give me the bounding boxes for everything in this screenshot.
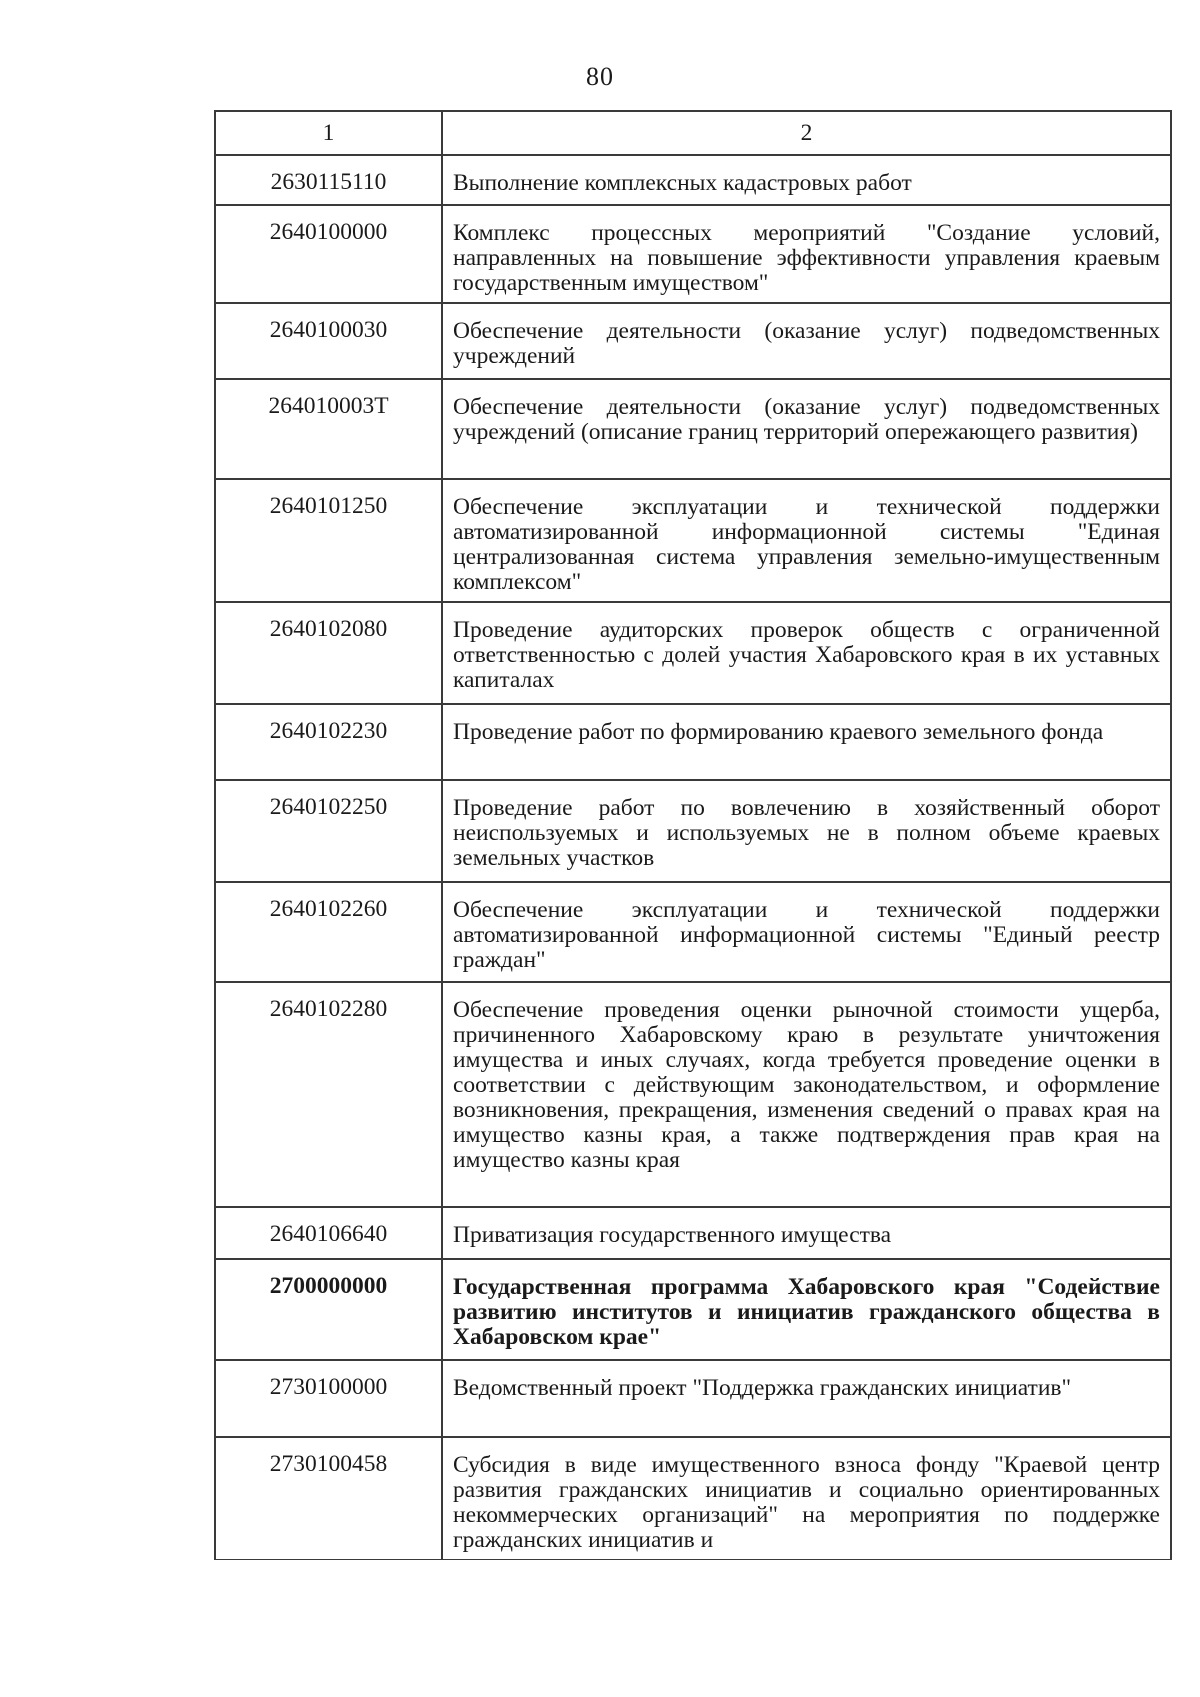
row-code: 2640102230 bbox=[215, 704, 442, 780]
row-description: Обеспечение проведения оценки рыночной стоимости ущерба, причиненного Хабаровскому краю в результате уничтожения имущества и иных случаях, когда требуется проведение оценки в соответствии с действующим законодательством, и оформление возникновения, прекращения, изменения сведений о правах края на имущество казны края, а также подтверждения прав края на имущество казны края bbox=[442, 982, 1171, 1207]
row-code: 2640102260 bbox=[215, 882, 442, 982]
row-code: 2730100458 bbox=[215, 1437, 442, 1560]
column-header-description: 2 bbox=[442, 111, 1171, 155]
table-row bbox=[215, 704, 1171, 780]
table-row bbox=[215, 205, 1171, 303]
row-description: Комплекс процессных мероприятий "Создание условий, направленных на повышение эффективности управления краевым государственным имуществом" bbox=[442, 205, 1171, 303]
row-description: Ведомственный проект "Поддержка гражданских инициатив" bbox=[442, 1360, 1171, 1437]
table-row bbox=[215, 602, 1171, 704]
row-description: Субсидия в виде имущественного взноса фонду "Краевой центр развития гражданских инициатив и социально ориентированных некоммерческих организаций" на мероприятия по поддержке гражданских инициатив и bbox=[442, 1437, 1171, 1560]
row-description: Проведение работ по формированию краевого земельного фонда bbox=[442, 704, 1171, 780]
table-row bbox=[215, 780, 1171, 882]
row-description: Приватизация государственного имущества bbox=[442, 1207, 1171, 1259]
row-description: Проведение аудиторских проверок обществ с ограниченной ответственностью с долей участия Хабаровского края в их уставных капиталах bbox=[442, 602, 1171, 704]
row-code: 2640102280 bbox=[215, 982, 442, 1207]
table-row bbox=[215, 1437, 1171, 1560]
row-description: Обеспечение деятельности (оказание услуг) подведомственных учреждений bbox=[442, 303, 1171, 379]
row-code: 2640101250 bbox=[215, 479, 442, 602]
row-description: Проведение работ по вовлечению в хозяйственный оборот неиспользуемых и используемых не в полном объеме краевых земельных участков bbox=[442, 780, 1171, 882]
classification-table bbox=[214, 110, 1172, 1560]
table-row-program bbox=[215, 1259, 1171, 1360]
row-description: Обеспечение деятельности (оказание услуг) подведомственных учреждений (описание границ территорий опережающего развития) bbox=[442, 379, 1171, 479]
table-row bbox=[215, 155, 1171, 205]
table-row bbox=[215, 379, 1171, 479]
table-row bbox=[215, 882, 1171, 982]
row-code: 2640100000 bbox=[215, 205, 442, 303]
page-number: 80 bbox=[586, 62, 614, 91]
row-code: 2700000000 bbox=[215, 1259, 442, 1360]
row-code: 2630115110 bbox=[215, 155, 442, 205]
table-row bbox=[215, 479, 1171, 602]
table-header-row bbox=[215, 111, 1171, 155]
row-code: 2640106640 bbox=[215, 1207, 442, 1259]
row-description: Обеспечение эксплуатации и технической поддержки автоматизированной информационной системы "Единая централизованная система управления земельно-имущественным комплексом" bbox=[442, 479, 1171, 602]
row-description: Выполнение комплексных кадастровых работ bbox=[442, 155, 1171, 205]
row-code: 2640102250 bbox=[215, 780, 442, 882]
table-row bbox=[215, 1207, 1171, 1259]
row-description: Государственная программа Хабаровского края "Содействие развитию институтов и инициатив гражданского общества в Хабаровском крае" bbox=[442, 1259, 1171, 1360]
row-code: 2640100030 bbox=[215, 303, 442, 379]
table-row bbox=[215, 1360, 1171, 1437]
row-description: Обеспечение эксплуатации и технической поддержки автоматизированной информационной системы "Единый реестр граждан" bbox=[442, 882, 1171, 982]
row-code: 2640102080 bbox=[215, 602, 442, 704]
table-row bbox=[215, 982, 1171, 1207]
column-header-code: 1 bbox=[215, 111, 442, 155]
row-code: 2730100000 bbox=[215, 1360, 442, 1437]
table-row bbox=[215, 303, 1171, 379]
row-code: 264010003Т bbox=[215, 379, 442, 479]
